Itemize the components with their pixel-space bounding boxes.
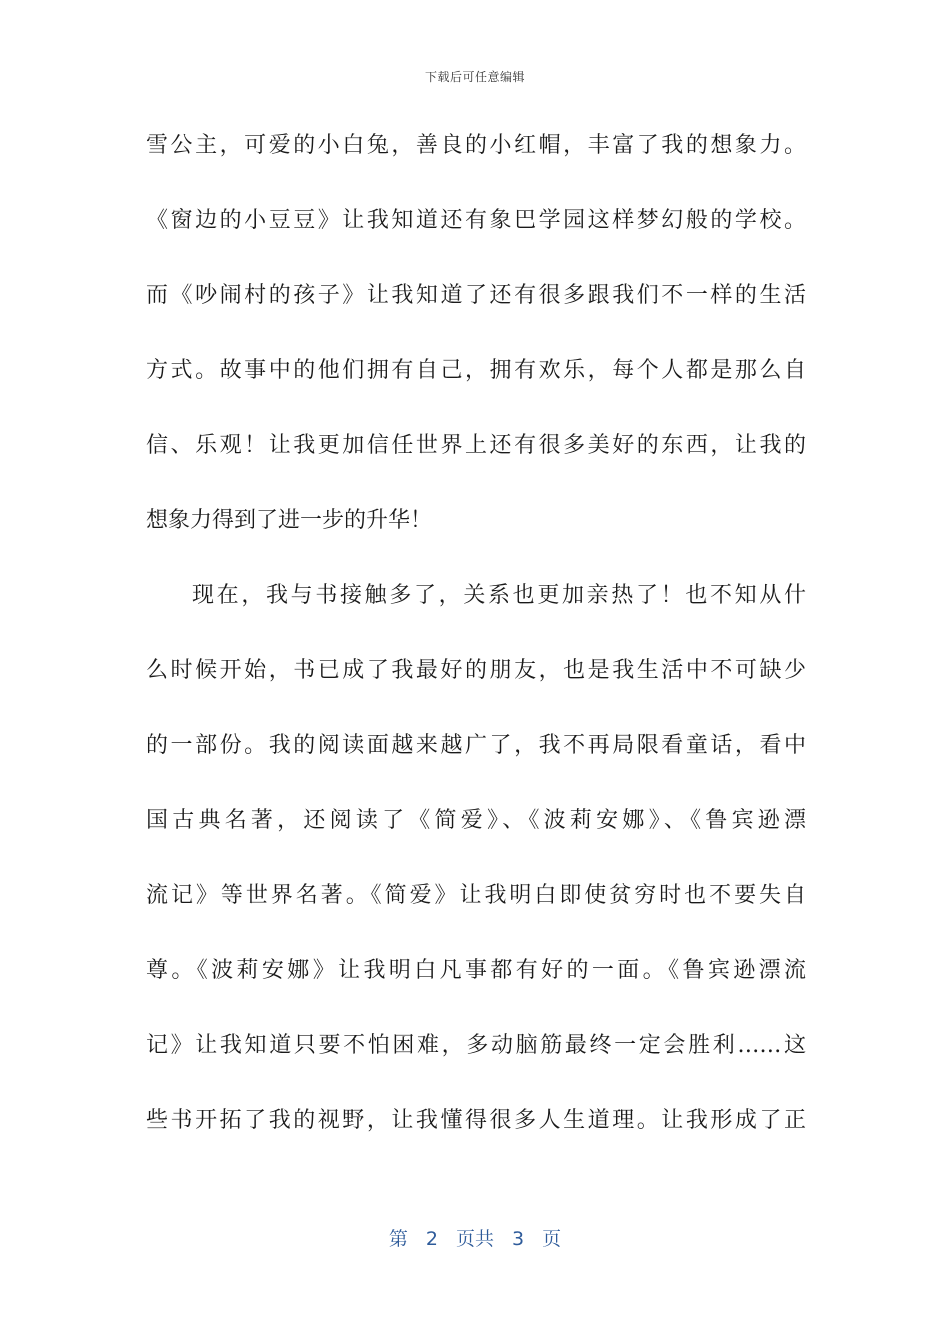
text-line: 《窗边的小豆豆》让我知道还有象巴学园这样梦幻般的学校。	[146, 208, 806, 233]
footer-total-pages: 3	[512, 1228, 525, 1250]
text-line: 些书开拓了我的视野，让我懂得很多人生道理。让我形成了正	[146, 1108, 806, 1133]
footer-prefix: 第	[388, 1228, 408, 1250]
page-header-note: 下载后可任意编辑	[424, 70, 525, 84]
text-line: 信、乐观！让我更加信任世界上还有很多美好的东西，让我的	[146, 433, 806, 458]
text-line: 而《吵闹村的孩子》让我知道了还有很多跟我们不一样的生活	[146, 283, 806, 308]
footer-current-page: 2	[425, 1228, 438, 1250]
text-line: 想象力得到了进一步的升华！	[146, 508, 433, 533]
footer-middle: 页共	[455, 1228, 494, 1250]
page-footer	[0, 1224, 950, 1251]
footer-suffix: 页	[542, 1228, 562, 1250]
text-line: 么时候开始，书已成了我最好的朋友，也是我生活中不可缺少	[146, 658, 806, 683]
text-line: 的一部份。我的阅读面越来越广了，我不再局限看童话，看中	[146, 733, 806, 758]
body-text	[146, 120, 806, 1170]
text-line: 尊。《波莉安娜》让我明白凡事都有好的一面。《鲁宾逊漂流	[146, 958, 806, 983]
paragraph-start-line: 现在，我与书接触多了，关系也更加亲热了！也不知从什	[192, 583, 806, 608]
text-line: 流记》等世界名著。《简爱》让我明白即使贫穷时也不要失自	[146, 883, 806, 908]
text-line: 国古典名著，还阅读了《简爱》、《波莉安娜》、《鲁宾逊漂	[146, 808, 806, 833]
text-line: 方式。故事中的他们拥有自己，拥有欢乐，每个人都是那么自	[146, 358, 806, 383]
text-line: 记》让我知道只要不怕困难，多动脑筋最终一定会胜利……这	[146, 1033, 806, 1058]
text-line: 雪公主，可爱的小白兔，善良的小红帽，丰富了我的想象力。	[146, 133, 806, 158]
